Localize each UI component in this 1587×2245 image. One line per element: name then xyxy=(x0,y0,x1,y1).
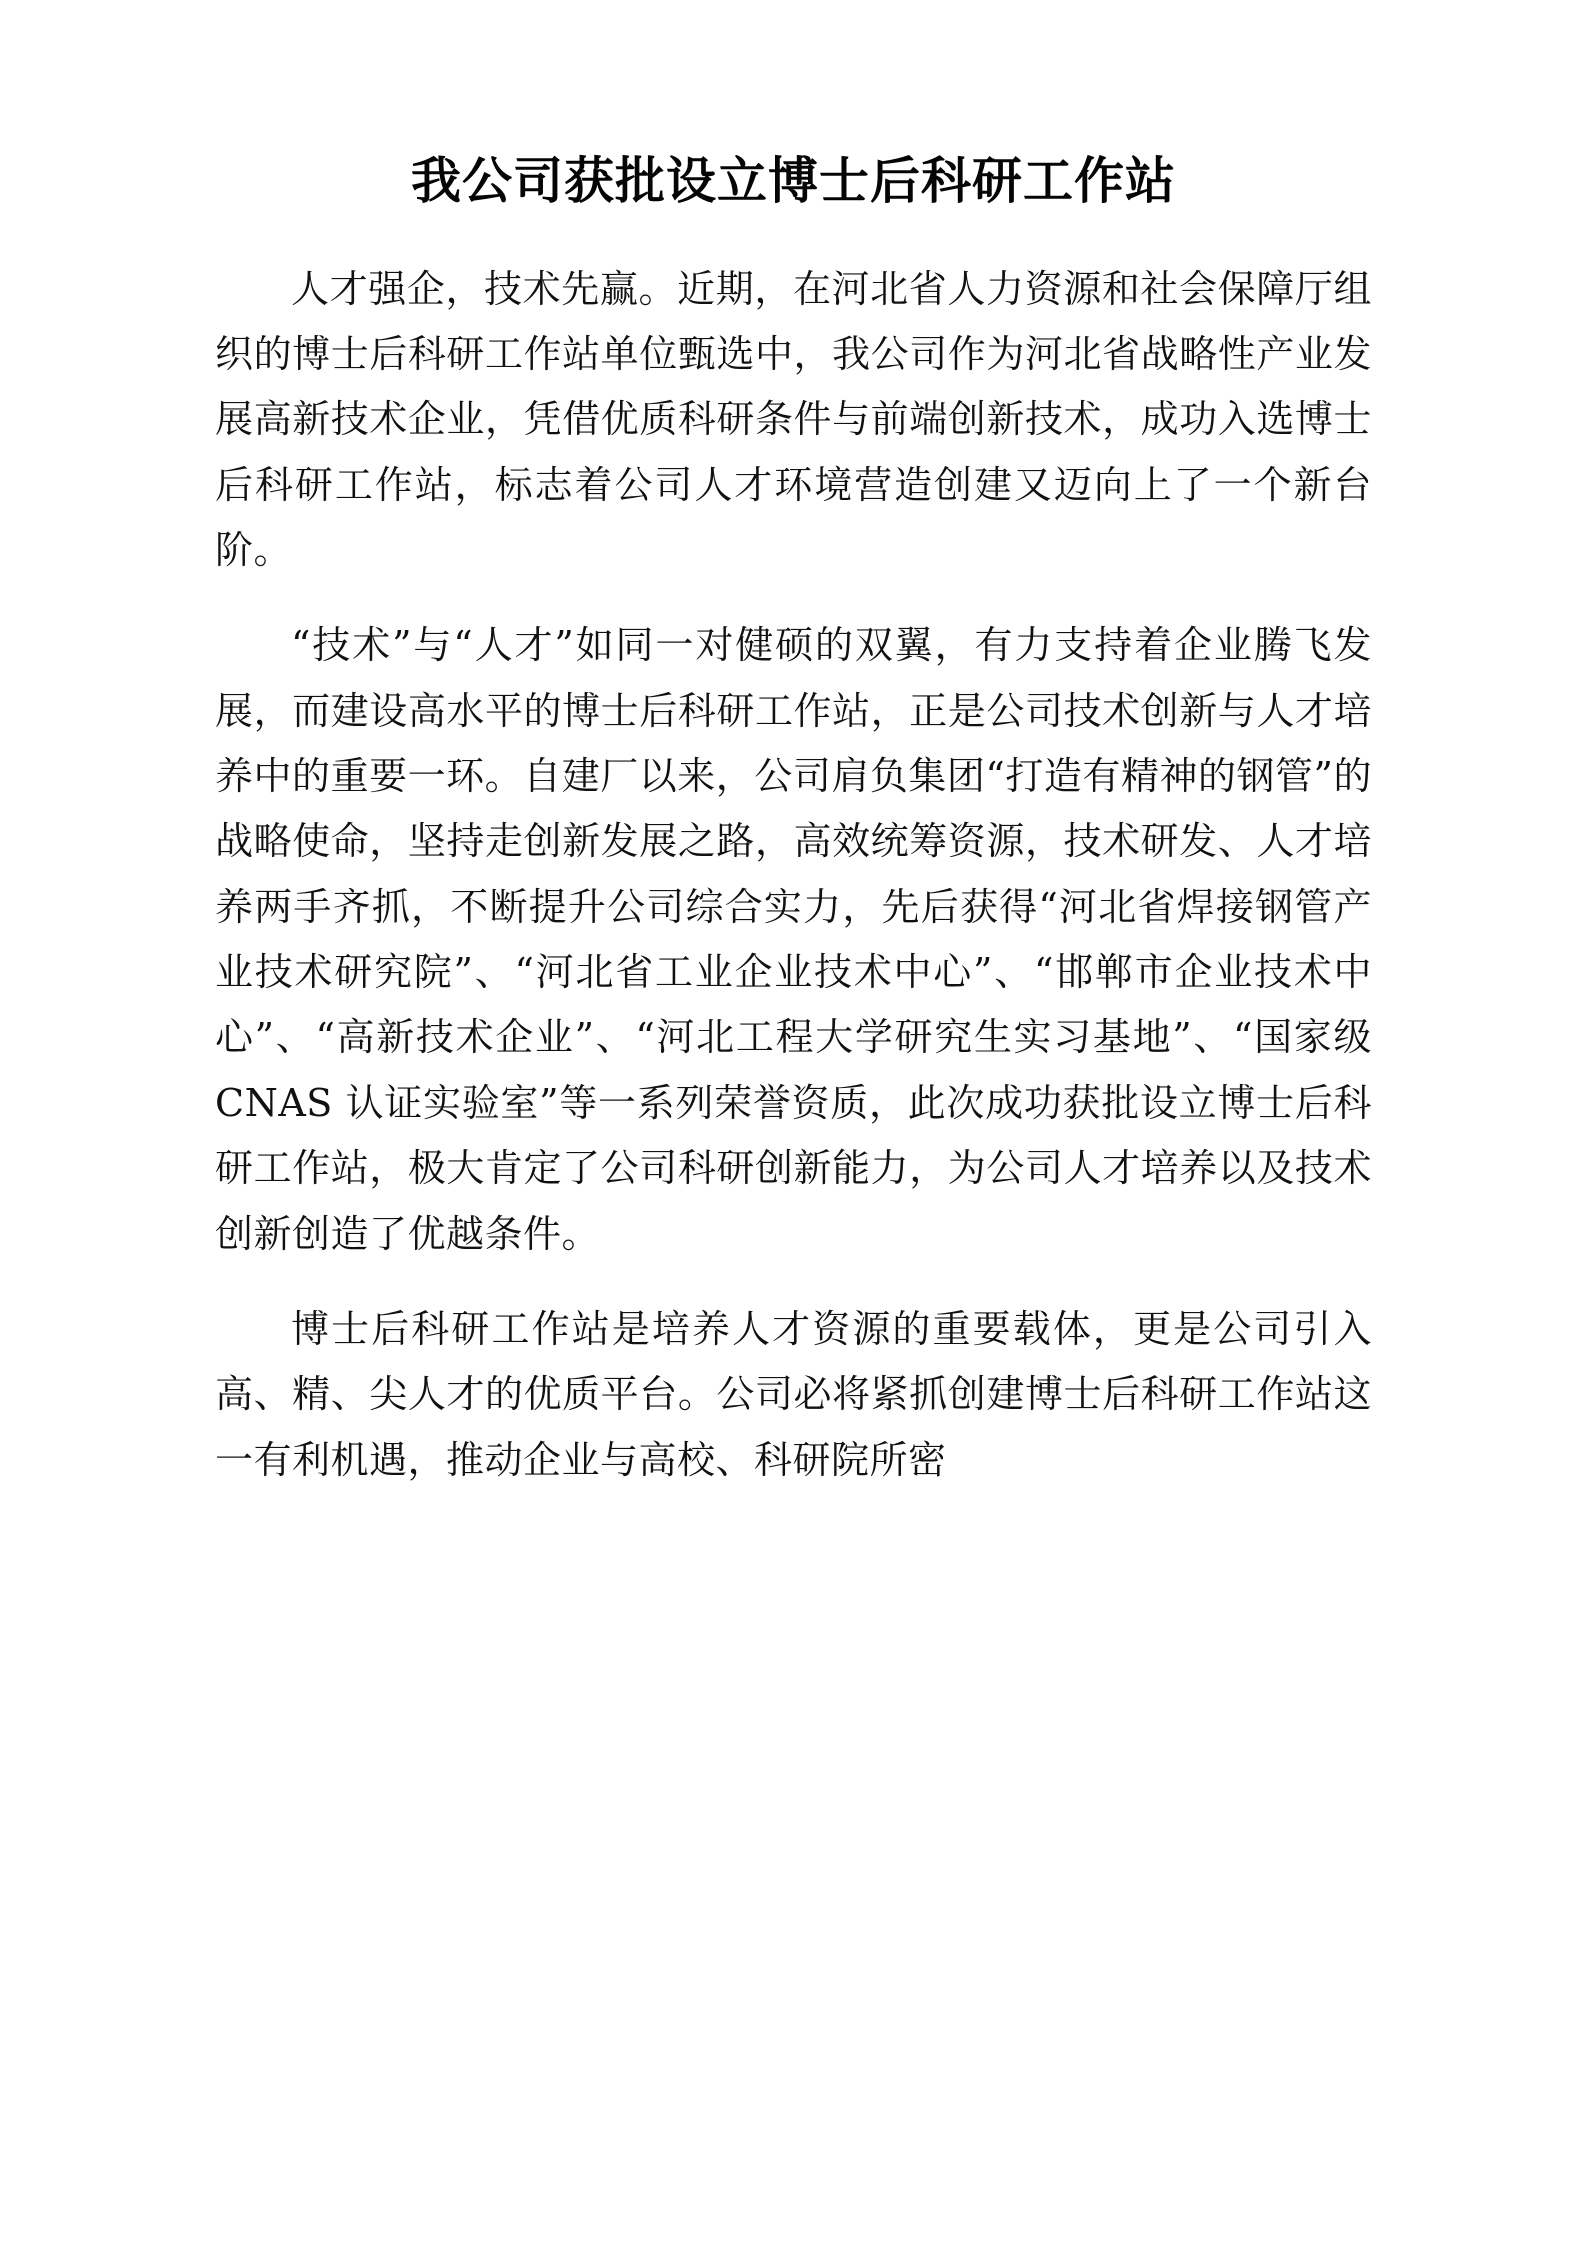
document-body xyxy=(215,257,1372,1493)
body-paragraph: “技术”与“人才”如同一对健硕的双翼，有力支持着企业腾飞发展，而建设高水平的博士后科研工作站，正是公司技术创新与人才培养中的重要一环。自建厂以来，公司肩负集团“打造有精神的钢管”的战略使命，坚持走创新发展之路，高效统筹资源，技术研发、人才培养两手齐抓，不断提升公司综合实力，先后获得“河北省焊接钢管产业技术研究院”、“河北省工业企业技术中心”、“邯郸市企业技术中心”、“高新技术企业”、“河北工程大学研究生实习基地”、“国家级 CNAS 认证实验室”等一系列荣誉资质，此次成功获批设立博士后科研工作站，极大肯定了公司科研创新能力，为公司人才培养以及技术创新创造了优越条件。 xyxy=(215,623,1372,1256)
body-paragraph: 博士后科研工作站是培养人才资源的重要载体，更是公司引入高、精、尖人才的优质平台。公司必将紧抓创建博士后科研工作站这一有利机遇，推动企业与高校、科研院所密 xyxy=(215,1306,1372,1482)
page-title: 我公司获批设立博士后科研工作站 xyxy=(411,151,1176,210)
body-paragraph: 人才强企，技术先赢。近期，在河北省人力资源和社会保障厅组织的博士后科研工作站单位甄选中，我公司作为河北省战略性产业发展高新技术企业，凭借优质科研条件与前端创新技术，成功入选博士后科研工作站，标志着公司人才环境营造创建又迈向上了一个新台阶。 xyxy=(215,266,1372,572)
